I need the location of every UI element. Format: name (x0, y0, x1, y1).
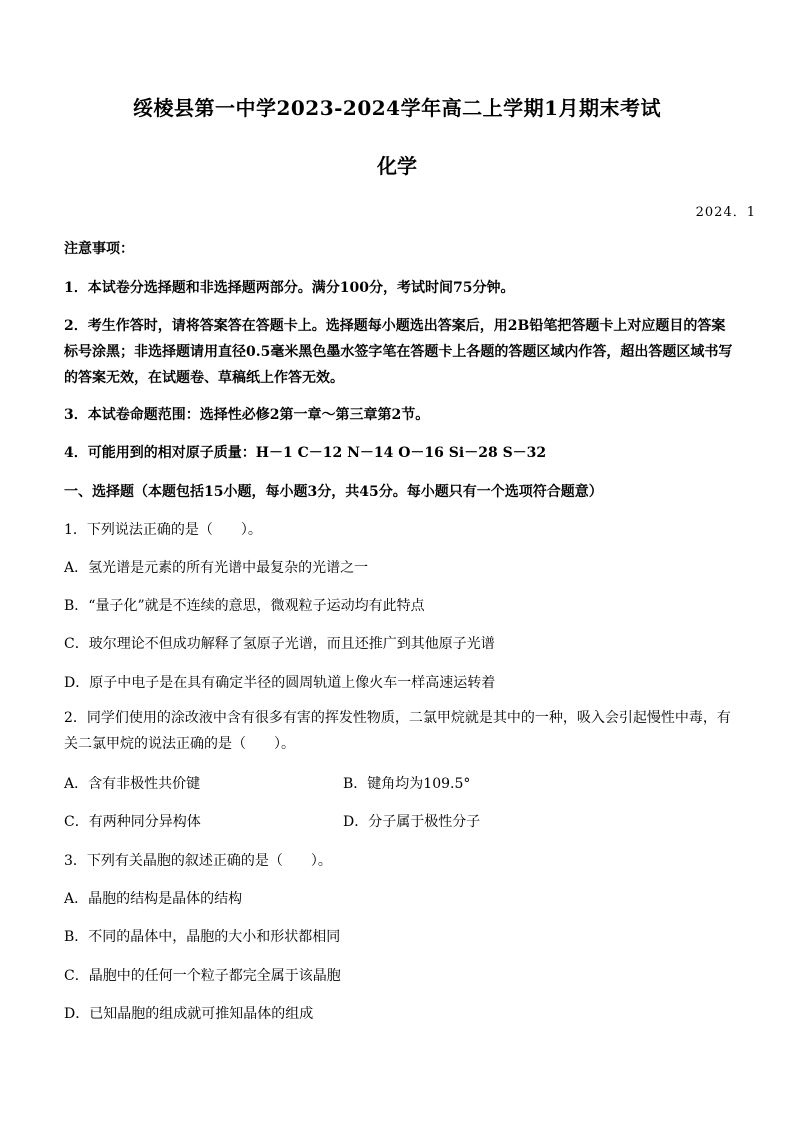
question-3-option-c: C．晶胞中的任何一个粒子都完全属于该晶胞 (64, 968, 341, 984)
section-heading: 一、选择题（本题包括15小题，每小题3分，共45分。每小题只有一个选项符合题意） (64, 484, 603, 500)
notice-item-3: 3．本试卷命题范围：选择性必修2第一章～第三章第2节。 (64, 407, 430, 423)
question-3-option-a: A．晶胞的结构是晶体的结构 (64, 891, 243, 907)
question-3-option-d: D．已知晶胞的组成就可推知晶体的组成 (64, 1006, 314, 1022)
question-2-option-b: B．键角均为109.5° (343, 776, 471, 792)
exam-date: 2024．1 (695, 205, 756, 220)
question-2-option-c: C．有两种同分异构体 (64, 814, 201, 830)
question-1-option-b: B．“量子化”就是不连续的意思，微观粒子运动均有此特点 (64, 598, 425, 614)
question-3-stem: 3．下列有关晶胞的叙述正确的是（ ）。 (64, 853, 332, 869)
question-1-option-c: C．玻尔理论不但成功解释了氢原子光谱，而且还推广到其他原子光谱 (64, 636, 495, 652)
question-1-option-a: A．氢光谱是元素的所有光谱中最复杂的光谱之一 (64, 560, 369, 576)
question-3-option-b: B．不同的晶体中，晶胞的大小和形状都相同 (64, 929, 341, 945)
question-2-option-d: D．分子属于极性分子 (343, 814, 481, 830)
exam-title: 绥棱县第一中学2023-2024学年高二上学期1月期末考试 (132, 96, 662, 120)
notice-item-2: 2．考生作答时，请将答案答在答题卡上。选择题每小题选出答案后，用2B铅笔把答题卡上对应题目的答案标号涂黑；非选择题请用直径0.5毫米黑色墨水签字笔在答题卡上各题的答题区域内作答，超出答题区域书写的答案无效，在试题卷、草稿纸上作答无效。 (64, 318, 733, 386)
notice-item-1: 1．本试卷分选择题和非选择题两部分。满分100分，考试时间75分钟。 (64, 280, 515, 296)
question-1-stem: 1．下列说法正确的是（ ）。 (64, 522, 262, 538)
question-1-option-d: D．原子中电子是在具有确定半径的圆周轨道上像火车一样高速运转着 (64, 675, 496, 691)
subject-title: 化学 (377, 154, 417, 178)
question-2-stem: 2．同学们使用的涂改液中含有很多有害的挥发性物质，二氯甲烷就是其中的一种，吸入会引起慢性中毒，有关二氯甲烷的说法正确的是（ ）。 (64, 710, 731, 752)
notice-heading: 注意事项： (64, 241, 134, 257)
notice-item-4: 4．可能用到的相对原子质量：H－1 C－12 N－14 O－16 Si－28 S－32 (64, 445, 547, 461)
question-2-option-a: A．含有非极性共价键 (64, 776, 201, 792)
